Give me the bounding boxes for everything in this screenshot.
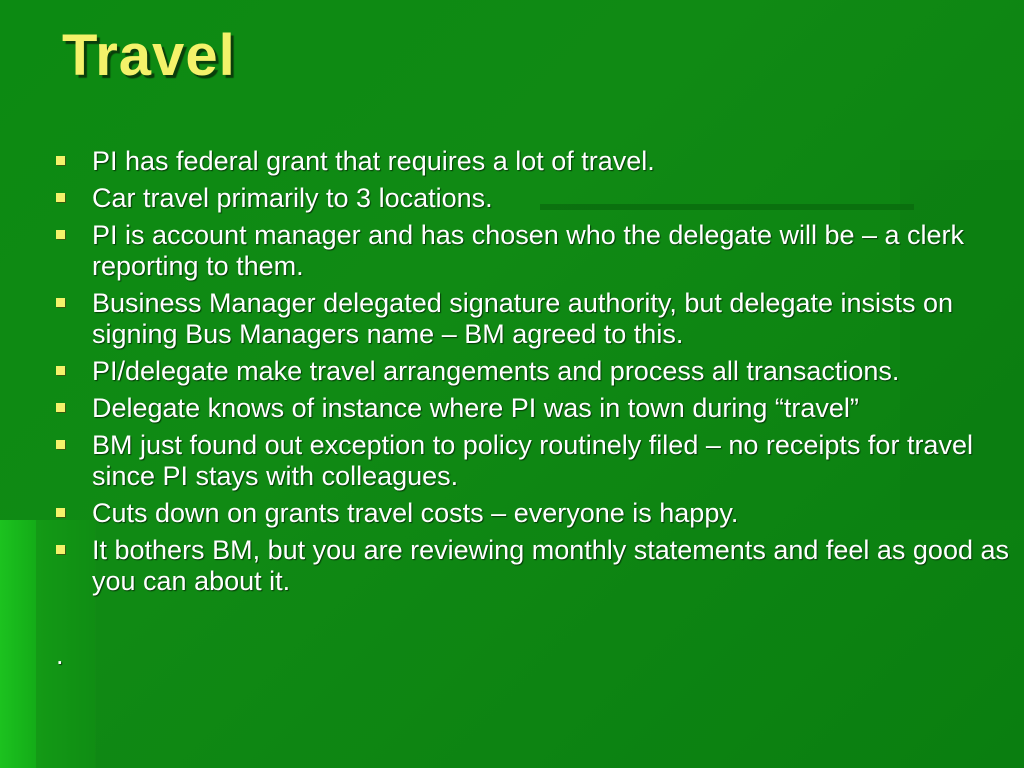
bullet-item xyxy=(52,430,1012,492)
square-bullet-icon xyxy=(56,298,65,307)
square-bullet-icon xyxy=(56,366,65,375)
bullet-text: It bothers BM, but you are reviewing monthly statements and feel as good as you can about it. xyxy=(92,535,1009,596)
bullet-item xyxy=(52,146,1012,177)
bullet-text: Car travel primarily to 3 locations. xyxy=(92,183,493,213)
bullet-text: Business Manager delegated signature authority, but delegate insists on signing Bus Managers name – BM agreed to this. xyxy=(92,288,954,349)
bullet-item xyxy=(52,183,1012,214)
square-bullet-icon xyxy=(56,403,65,412)
bullet-item xyxy=(52,288,1012,350)
bullet-text: PI/delegate make travel arrangements and process all transactions. xyxy=(92,356,900,386)
square-bullet-icon xyxy=(56,230,65,239)
bullet-item xyxy=(52,498,1012,529)
square-bullet-icon xyxy=(56,156,65,165)
bullet-text: BM just found out exception to policy routinely filed – no receipts for travel since PI stays with colleagues. xyxy=(92,430,973,491)
square-bullet-icon xyxy=(56,508,65,517)
trailing-text: . xyxy=(56,640,64,670)
bullet-list xyxy=(52,146,1012,603)
bullet-text: PI is account manager and has chosen who the delegate will be – a clerk reporting to them. xyxy=(92,220,965,281)
square-bullet-icon xyxy=(56,440,65,449)
bullet-item xyxy=(52,535,1012,597)
square-bullet-icon xyxy=(56,545,65,554)
bullet-item xyxy=(52,220,1012,282)
bullet-item xyxy=(52,356,1012,387)
square-bullet-icon xyxy=(56,193,65,202)
slide-title: Travel xyxy=(62,23,236,88)
bullet-item xyxy=(52,393,1012,424)
bullet-text: Cuts down on grants travel costs – everyone is happy. xyxy=(92,498,739,528)
bullet-text: Delegate knows of instance where PI was in town during “travel” xyxy=(92,393,859,423)
bullet-text: PI has federal grant that requires a lot of travel. xyxy=(92,146,655,176)
